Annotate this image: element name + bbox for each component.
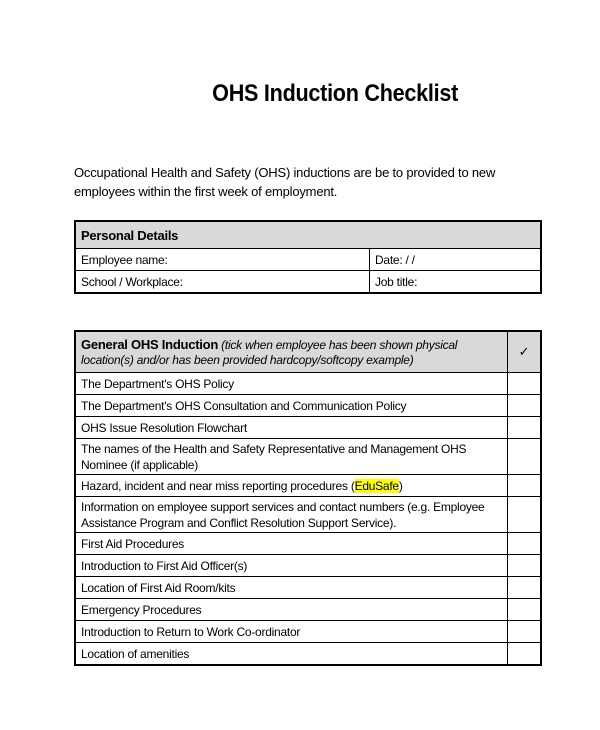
table-row xyxy=(75,497,541,533)
tick-cell[interactable] xyxy=(508,533,542,555)
school-workplace-field[interactable]: School / Workplace: xyxy=(75,271,370,294)
highlighted-text: EduSafe xyxy=(354,478,399,493)
checklist-item-text: The names of the Health and Safety Representative and Management OHS Nominee (if applicable) xyxy=(81,441,467,472)
employee-name-field[interactable]: Employee name: xyxy=(75,249,370,271)
tick-cell[interactable] xyxy=(508,621,542,643)
checklist-item-text: Introduction to Return to Work Co-ordinator xyxy=(81,624,301,639)
table-row xyxy=(75,577,541,599)
table-row xyxy=(75,643,541,666)
checklist-item-label xyxy=(75,475,508,497)
table-row xyxy=(75,249,541,271)
checklist-item-label xyxy=(75,533,508,555)
table-row xyxy=(75,533,541,555)
tick-cell[interactable] xyxy=(508,497,542,533)
intro-paragraph: Occupational Health and Safety (OHS) inductions are be to provided to new employees within the first week of employment. xyxy=(74,165,496,199)
checklist-item-label xyxy=(75,373,508,395)
personal-details-table xyxy=(74,220,542,294)
tick-cell[interactable] xyxy=(508,395,542,417)
tick-cell[interactable] xyxy=(508,475,542,497)
checklist-item-label xyxy=(75,497,508,533)
table-row xyxy=(75,555,541,577)
tick-cell[interactable] xyxy=(508,555,542,577)
checklist-item-text: Location of First Aid Room/kits xyxy=(81,580,236,595)
table-row xyxy=(75,475,541,497)
checklist-item-label xyxy=(75,599,508,621)
checklist-item-label xyxy=(75,577,508,599)
checklist-item-text: The Department's OHS Consultation and Communication Policy xyxy=(81,398,407,413)
tick-cell[interactable] xyxy=(508,373,542,395)
checklist-item-label xyxy=(75,643,508,666)
general-induction-table xyxy=(74,330,542,666)
tick-cell[interactable] xyxy=(508,643,542,666)
checklist-item-text: Hazard, incident and near miss reporting procedures ( xyxy=(81,478,355,493)
checklist-item-label xyxy=(75,555,508,577)
general-induction-heading-cell xyxy=(75,331,508,373)
checklist-item-text: First Aid Procedures xyxy=(81,536,185,551)
job-title-field[interactable]: Job title: xyxy=(370,271,542,294)
checkmark-icon: ✓ xyxy=(518,344,530,359)
table-row xyxy=(75,417,541,439)
checklist-item-text: The Department's OHS Policy xyxy=(81,376,234,391)
checklist-item-label xyxy=(75,417,508,439)
general-induction-note: (tick when employee has been shown physical location(s) and/or has been provided hardcopy/softcopy example) xyxy=(81,337,458,367)
checklist-item-label xyxy=(75,439,508,475)
page-title: OHS Induction Checklist xyxy=(212,80,459,107)
table-row xyxy=(75,373,541,395)
checklist-item-text: Information on employee support services and contact numbers (e.g. Employee Assistance Program and Conflict Resolution Support Service). xyxy=(81,499,485,530)
checklist-item-text: OHS Issue Resolution Flowchart xyxy=(81,420,247,435)
general-induction-header-row xyxy=(75,331,541,373)
personal-details-header-row xyxy=(75,221,541,249)
check-column-header xyxy=(508,331,542,373)
table-row xyxy=(75,599,541,621)
table-row xyxy=(75,395,541,417)
checklist-item-suffix: ) xyxy=(398,478,403,493)
date-field[interactable]: Date: / / xyxy=(370,249,542,271)
tick-cell[interactable] xyxy=(508,577,542,599)
checklist-item-text: Introduction to First Aid Officer(s) xyxy=(81,558,248,573)
tick-cell[interactable] xyxy=(508,439,542,475)
checklist-item-text: Emergency Procedures xyxy=(81,602,202,617)
table-row xyxy=(75,439,541,475)
personal-details-heading: Personal Details xyxy=(75,221,541,249)
tick-cell[interactable] xyxy=(508,417,542,439)
table-row xyxy=(75,621,541,643)
checklist-item-text: Location of amenities xyxy=(81,646,190,661)
checklist-item-label xyxy=(75,395,508,417)
table-row xyxy=(75,271,541,294)
tick-cell[interactable] xyxy=(508,599,542,621)
general-induction-heading: General OHS Induction xyxy=(81,336,219,352)
checklist-item-label xyxy=(75,621,508,643)
